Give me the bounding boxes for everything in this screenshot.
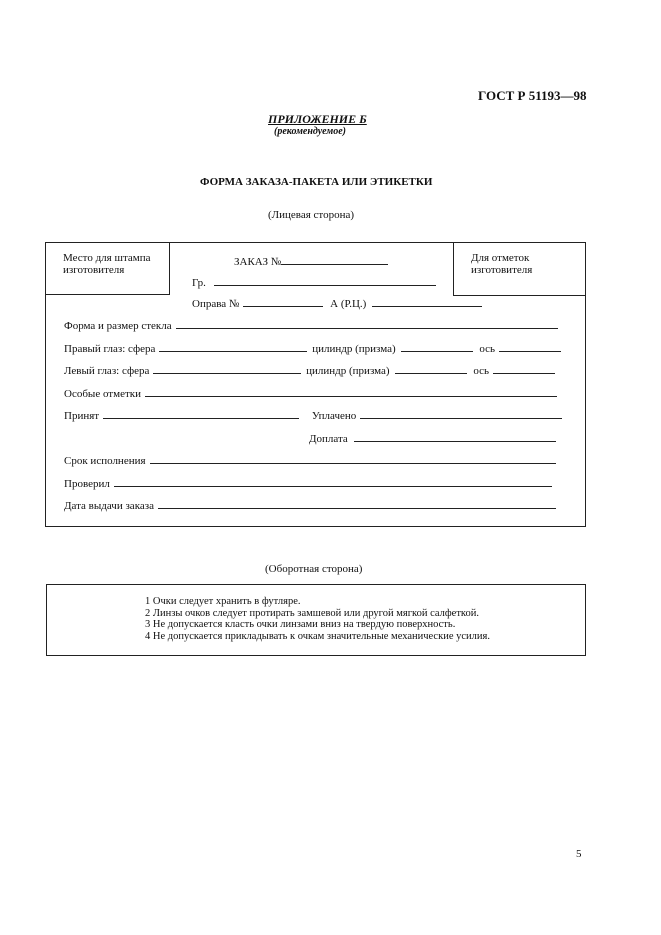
care-item: 1 Очки следует хранить в футляре. [145,596,301,607]
left-axis-label: ось [473,365,490,377]
special-marks-label: Особые отметки [64,388,141,400]
checked-label: Проверил [64,478,110,490]
left-cylinder-label: цилиндр (призма) [306,365,390,377]
deadline-label: Срок исполнения [64,455,146,467]
right-eye-label: Правый глаз: сфера [64,343,156,355]
group-field[interactable] [192,274,436,290]
accepted-label: Принят [64,410,100,422]
right-axis-label: ось [479,343,496,355]
right-eye-field[interactable] [64,340,561,356]
right-cylinder-label: цилиндр (призма) [312,343,396,355]
paid-label: Уплачено [311,410,357,422]
gost-number: ГОСТ Р 51193—98 [478,88,587,103]
order-label: ЗАКАЗ № [234,256,282,268]
marks-label: Для отметок изготовителя [471,252,533,276]
issue-date-label: Дата выдачи заказа [64,500,154,512]
left-eye-field[interactable] [64,362,555,378]
care-instructions [145,596,490,642]
back-side-label: (Оборотная сторона) [265,563,363,575]
checked-field[interactable] [64,475,552,491]
care-item: 3 Не допускается класть очки линзами вниз на твердую поверхность. [145,619,456,630]
page-number: 5 [576,848,582,860]
glass-field[interactable] [64,317,558,333]
stamp-label: Место для штампа изготовителя [63,252,151,276]
special-marks-field[interactable] [64,385,557,401]
order-number-field[interactable] [234,253,388,269]
group-label: Гр. [192,277,206,289]
deadline-field[interactable] [64,452,556,468]
care-item: 2 Линзы очков следует протирать замшевой или другой мягкой салфеткой. [145,607,479,619]
extra-pay-field[interactable] [309,430,556,446]
glass-label: Форма и размер стекла [64,320,172,332]
appendix-subtitle: (рекомендуемое) [274,126,346,137]
extra-pay-label: Доплата [309,433,348,445]
appendix-title: ПРИЛОЖЕНИЕ Б [268,112,367,126]
front-side-label: (Лицевая сторона) [268,209,354,221]
accepted-field[interactable] [64,407,562,423]
form-title: ФОРМА ЗАКАЗА-ПАКЕТА ИЛИ ЭТИКЕТКИ [200,176,433,188]
a-rc-label: А (Р.Ц.) [330,298,367,310]
care-item: 4 Не допускается прикладывать к очкам значительные механические усилия. [145,630,490,642]
frame-field[interactable] [192,295,482,311]
issue-date-field[interactable] [64,497,556,513]
left-eye-label: Левый глаз: сфера [64,365,150,377]
frame-label: Оправа № [192,298,240,310]
